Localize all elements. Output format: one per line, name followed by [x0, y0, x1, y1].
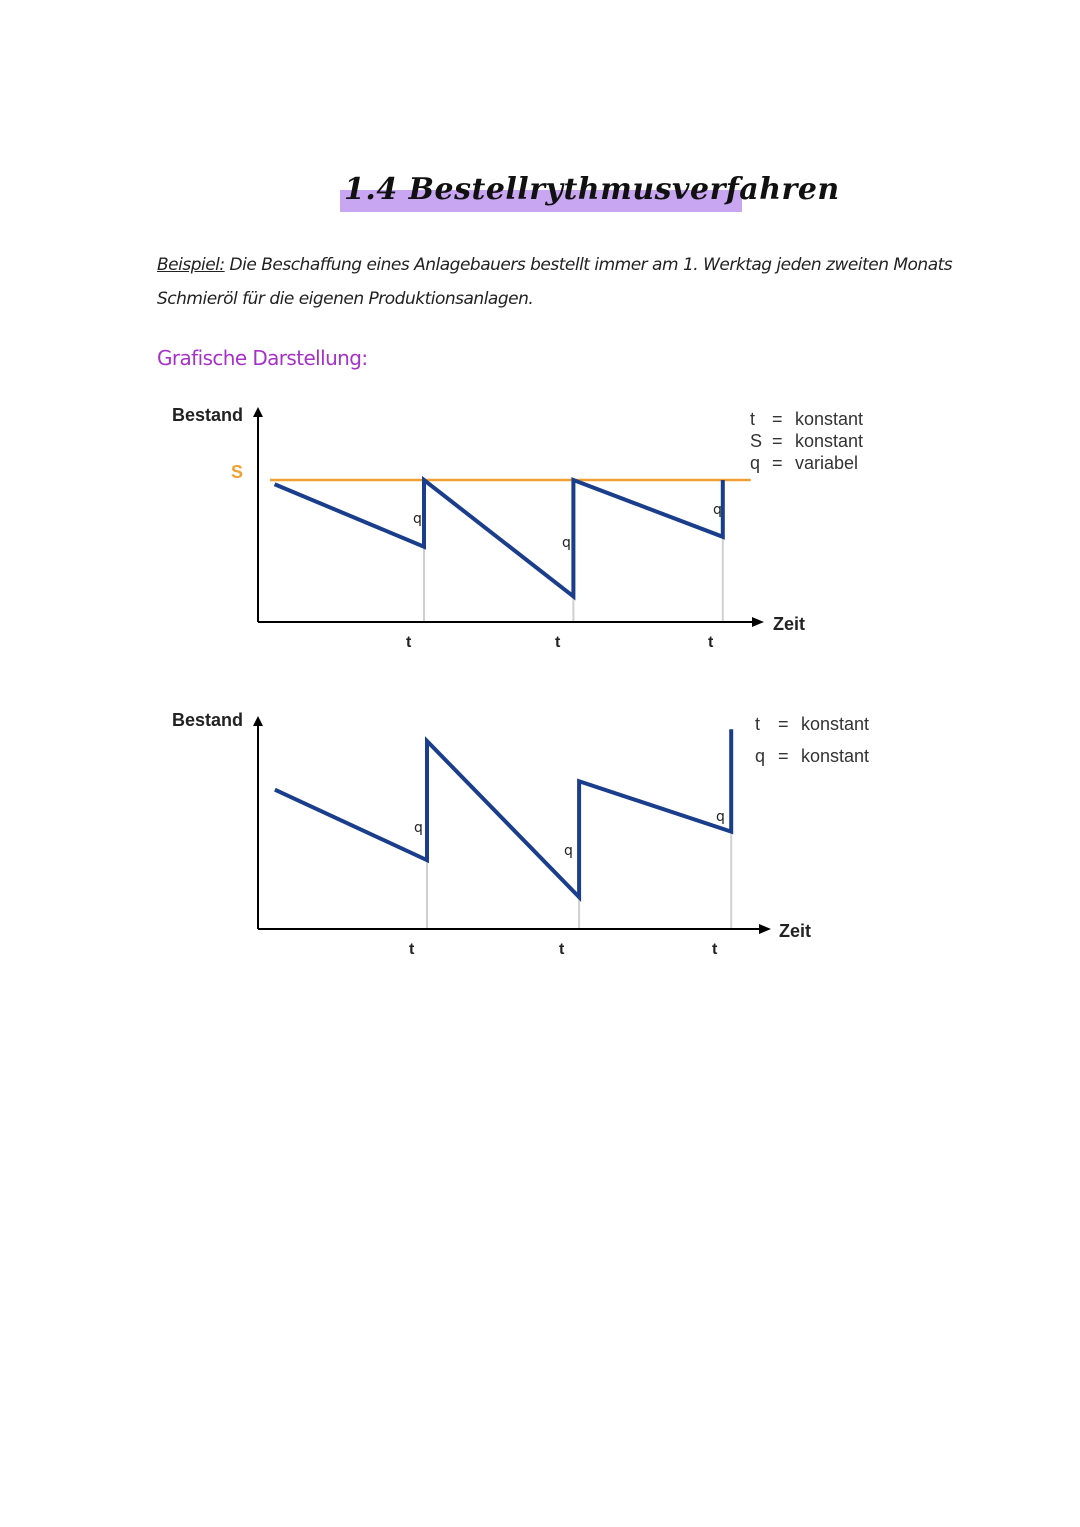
x-tick-label-2: t [559, 941, 565, 958]
y-axis-label: Bestand [172, 710, 244, 730]
legend-symbol-3: q [750, 453, 761, 473]
x-axis-arrow [752, 617, 764, 627]
legend-symbol-1: t [750, 409, 756, 429]
chart-variable-quantity [0, 395, 1080, 665]
legend-eq-1: = [772, 409, 783, 429]
legend-value-1: konstant [801, 714, 870, 734]
title-text: 1.4 Bestellrythmusverfahren [344, 172, 840, 207]
x-tick-label-3: t [712, 941, 718, 958]
order-quantity-label-1: q [414, 820, 423, 836]
example-label: Beispiel: [157, 255, 225, 275]
stock-level-line [275, 729, 731, 897]
stock-series [275, 729, 732, 897]
legend-value-2: konstant [801, 746, 870, 766]
legend-symbol-2: q [755, 746, 766, 766]
legend-value-2: konstant [795, 431, 864, 451]
legend [750, 409, 863, 473]
order-quantity-label-2: q [562, 535, 571, 551]
legend [755, 714, 869, 766]
max-level-label: S [231, 462, 244, 482]
legend-symbol-1: t [755, 714, 761, 734]
x-tick-label-3: t [708, 634, 714, 651]
legend-value-1: konstant [795, 409, 864, 429]
x-axis-label: Zeit [773, 614, 806, 634]
x-tick-label-1: t [406, 634, 412, 651]
legend-eq-2: = [772, 431, 783, 451]
order-quantity-label-2: q [564, 843, 573, 859]
legend-value-3: variabel [795, 453, 859, 473]
x-axis-arrow [759, 924, 771, 934]
x-tick-label-2: t [555, 634, 561, 651]
y-axis-arrow [253, 407, 263, 417]
y-axis-label: Bestand [172, 405, 244, 425]
x-axis-label: Zeit [779, 921, 812, 941]
example-text [157, 248, 977, 316]
order-quantity-label-3: q [716, 809, 725, 825]
chart-constant-quantity [0, 700, 1080, 970]
y-axis-arrow [253, 716, 263, 726]
example-line-2: Schmieröl für die eigenen Produktionsanlagen. [157, 289, 534, 309]
legend-eq-2: = [778, 746, 789, 766]
section-heading: Grafische Darstellung: [157, 346, 368, 370]
stock-series [275, 480, 723, 597]
page-title [340, 168, 840, 218]
legend-eq-1: = [778, 714, 789, 734]
legend-eq-3: = [772, 453, 783, 473]
x-tick-label-1: t [409, 941, 415, 958]
order-quantity-label-1: q [413, 511, 422, 527]
stock-level-line [275, 480, 723, 596]
legend-symbol-2: S [750, 431, 763, 451]
order-quantity-label-3: q [713, 502, 722, 518]
example-line-1: Die Beschaffung eines Anlagebauers bestellt immer am 1. Werktag jeden zweiten Monats [229, 255, 953, 275]
